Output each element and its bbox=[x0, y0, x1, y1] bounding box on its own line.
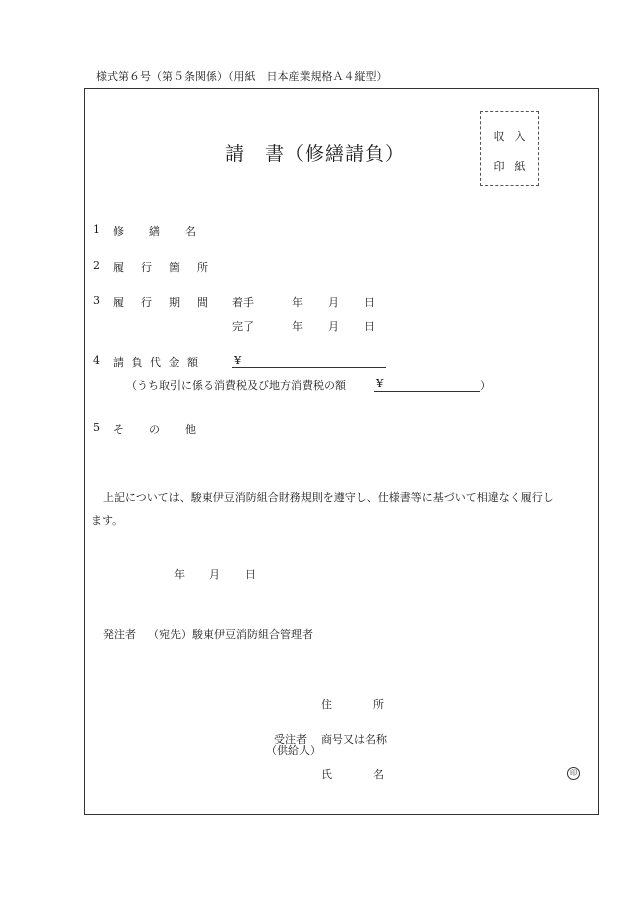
statement-line-2: ます。 bbox=[91, 514, 124, 527]
period-start-day: 日 bbox=[364, 296, 375, 309]
contract-amount-yen: ¥ bbox=[234, 353, 242, 367]
item1-label: 修 繕 名 bbox=[113, 225, 197, 238]
period-start-label: 着手 bbox=[232, 296, 254, 309]
item4-number: 4 bbox=[93, 354, 100, 367]
contractor-company-label: 商号又は名称 bbox=[321, 733, 387, 746]
period-start-month: 月 bbox=[328, 296, 339, 309]
orderer-label: 発注者 bbox=[103, 628, 136, 641]
item5-number: 5 bbox=[93, 421, 100, 434]
date-day: 日 bbox=[245, 568, 256, 581]
item1-number: 1 bbox=[93, 223, 100, 236]
contract-amount-line bbox=[232, 367, 386, 368]
date-month: 月 bbox=[209, 568, 220, 581]
revenue-stamp-label-1: 収入 bbox=[493, 130, 536, 143]
tax-suffix: ） bbox=[480, 379, 491, 392]
item3-number: 3 bbox=[93, 294, 100, 307]
seal-icon: 印 bbox=[567, 767, 580, 780]
contractor-role-label: 受注者 bbox=[274, 733, 307, 746]
period-end-year: 年 bbox=[292, 320, 303, 333]
contractor-role-alt-label: （供給人） bbox=[266, 744, 321, 757]
revenue-stamp-box bbox=[480, 111, 539, 186]
item5-label: そ の 他 bbox=[113, 423, 197, 436]
period-end-month: 月 bbox=[328, 320, 339, 333]
tax-amount-yen: ¥ bbox=[376, 376, 384, 390]
contractor-name-label: 氏 名 bbox=[321, 768, 386, 781]
statement-line-1: 上記については、駿東伊豆消防組合財務規則を遵守し、仕様書等に基づいて相違なく履行し bbox=[103, 491, 554, 504]
item3-label: 履 行 期 間 bbox=[113, 296, 211, 309]
item2-number: 2 bbox=[93, 259, 100, 272]
date-year: 年 bbox=[174, 568, 185, 581]
orderer-value: （宛先）駿東伊豆消防組合管理者 bbox=[148, 628, 313, 641]
item4-label: 請 負 代 金 額 bbox=[113, 356, 200, 369]
form-header: 様式第６号（第５条関係）（用紙 日本産業規格Ａ４縦型） bbox=[96, 70, 388, 83]
tax-amount-line bbox=[374, 391, 480, 392]
period-start-year: 年 bbox=[292, 296, 303, 309]
contractor-address-label: 住 所 bbox=[321, 698, 386, 711]
item2-label: 履 行 箇 所 bbox=[113, 261, 211, 274]
tax-prefix: （うち取引に係る消費税及び地方消費税の額 bbox=[126, 379, 346, 392]
period-end-label: 完了 bbox=[232, 320, 254, 333]
page-title: 請 書（修繕請負） bbox=[224, 143, 405, 165]
period-end-day: 日 bbox=[364, 320, 375, 333]
revenue-stamp-label-2: 印紙 bbox=[493, 160, 536, 173]
